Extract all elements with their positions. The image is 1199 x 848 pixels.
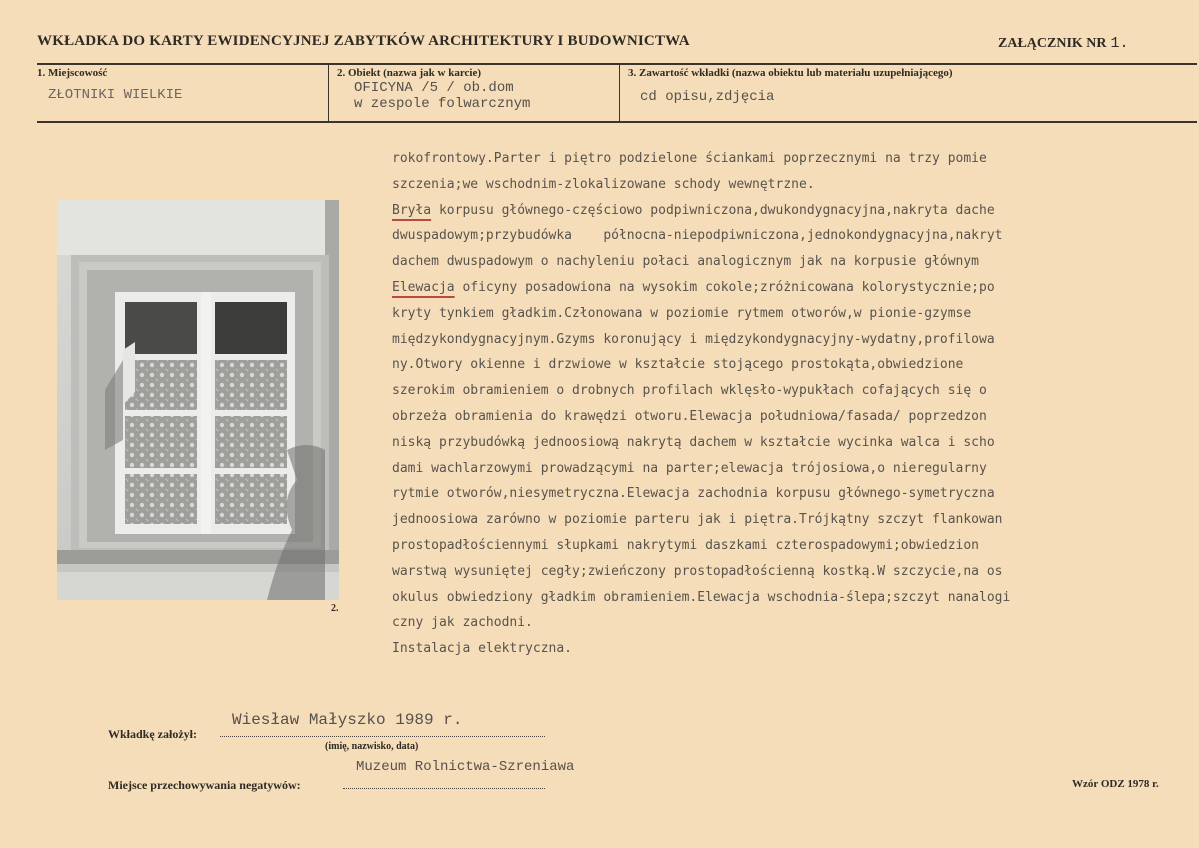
description-line-rest: oficyny posadowiona na wysokim cokole;zróżnicowana kolorystycznie;po	[454, 279, 995, 295]
description-line: rytmie otworów,niesymetryczna.Elewacja zachodnia korpusu głównego-symetryczna	[392, 486, 995, 502]
window-photo	[57, 200, 339, 600]
description-line: rokofrontowy.Parter i piętro podzielone ściankami poprzecznymi na trzy pomie	[392, 151, 987, 166]
description-line: dachem dwuspadowym o nachyleniu połaci analogicznym jak na korpusie głównym	[392, 254, 979, 270]
description-line: Instalacja elektryczna.	[392, 641, 573, 657]
description-line-rest: korpusu głównego-częściowo podpiwniczona,dwukondygnacyjna,nakryta dache	[431, 202, 995, 218]
description-line: dwuspadowym;przybudówka północna-niepodpiwniczona,jednokondygnacyjna,nakryt	[392, 228, 1003, 244]
locality-label: 1. Miejscowość	[37, 67, 108, 79]
card-title: WKŁADKA DO KARTY EWIDENCYJNEJ ZABYTKÓW ARCHITEKTURY I BUDOWNICTWA	[37, 33, 690, 49]
description-line: ny.Otwory okienne i drzwiowe w kształcie stojącego prostokąta,obwiedzione	[392, 357, 964, 373]
annex-label-text: ZAŁĄCZNIK NR	[998, 36, 1107, 51]
annex-label	[998, 35, 1129, 52]
storage-value: Muzeum Rolnictwa-Szreniawa	[356, 759, 575, 775]
content-value: cd opisu,zdjęcia	[640, 89, 775, 105]
section-heading: Bryła	[392, 202, 432, 218]
form-code: Wzór ODZ 1978 r.	[1072, 778, 1159, 790]
description-line: warstwą wysuniętej cegły;zwieńczony prostopadłościenną kostką.W szczycie,na os	[392, 563, 1003, 579]
created-dotted-line	[220, 736, 545, 737]
created-value: Wiesław Małyszko 1989 r.	[232, 711, 463, 729]
description-line: jednoosiowa zarówno w poziomie parteru jak i piętra.Trójkątny szczyt flankowan	[392, 512, 1003, 528]
object-value-line1: OFICYNA /5 / ob.dom	[354, 80, 514, 96]
content-label: 3. Zawartość wkładki (nazwa obiektu lub materiału uzupełniającego)	[628, 67, 953, 79]
divider-2	[619, 64, 620, 121]
description-line: czny jak zachodni.	[392, 615, 533, 631]
description-line: kryty tynkiem gładkim.Członowana w poziomie rytmem otworów,w pionie-gzymse	[392, 305, 972, 321]
description-text	[392, 146, 1198, 666]
description-line	[392, 275, 1198, 301]
description-line: prostopadłościennymi słupkami nakrytymi daszkami czterospadowymi;obwiedzion	[392, 537, 979, 553]
description-line: obrzeża obramienia do krawędzi otworu.Elewacja południowa/fasada/ poprzedzon	[392, 408, 987, 424]
section-heading: Elewacja	[392, 279, 455, 295]
storage-dotted-line	[343, 788, 545, 789]
description-line: okulus obwiedziony gładkim obramieniem.Elewacja wschodnia-ślepa;szczyt nanalogi	[392, 589, 1011, 605]
description-line: szczenia;we wschodnim-zlokalizowane schody wewnętrzne.	[392, 176, 815, 192]
photo-number: 2.	[331, 603, 339, 614]
description-line: szerokim obramieniem o drobnych profilach wklęsło-wypukłach cofających się o	[392, 383, 987, 399]
created-label: Wkładkę założył:	[108, 727, 197, 741]
created-hint: (imię, nazwisko, data)	[325, 741, 419, 752]
description-line: niską przybudówką jednoosiową nakrytą dachem w kształcie wycinka walca i scho	[392, 434, 995, 450]
annex-number: 1.	[1110, 35, 1129, 52]
description-line: dami wachlarzowymi prowadzącymi na parter;elewacja trójosiowa,o nieregularny	[392, 460, 987, 476]
top-rule	[37, 63, 1197, 65]
locality-value: ZŁOTNIKI WIELKIE	[48, 87, 183, 103]
object-value-line2: w zespole folwarcznym	[354, 96, 531, 112]
bottom-rule	[37, 121, 1197, 123]
window-photo-image	[57, 200, 339, 600]
description-line	[392, 198, 1198, 224]
description-line: międzykondygnacyjnym.Gzyms koronujący i międzykondygnacyjny-wydatny,profilowa	[392, 331, 995, 347]
storage-label: Miejsce przechowywania negatywów:	[108, 778, 301, 792]
divider-1	[328, 64, 329, 121]
object-label: 2. Obiekt (nazwa jak w karcie)	[337, 67, 482, 79]
